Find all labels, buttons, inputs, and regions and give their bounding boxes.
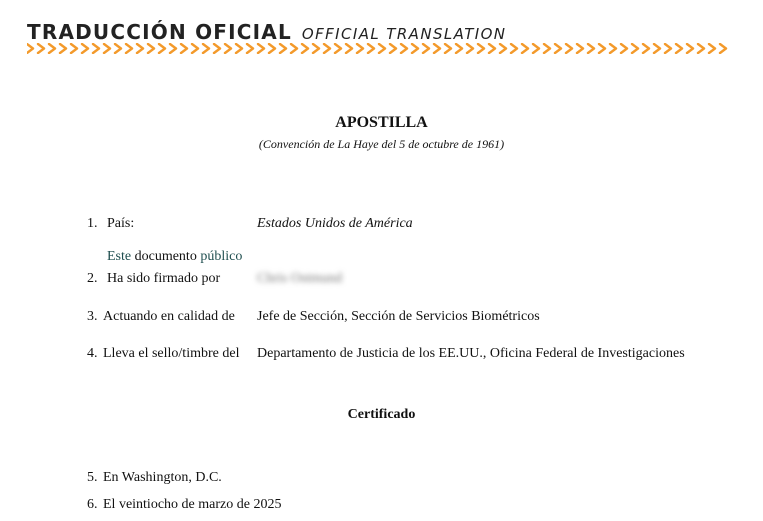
- item-number: 2.: [87, 271, 98, 286]
- item-number: 5.: [87, 470, 98, 485]
- chevron-mark: [533, 44, 539, 53]
- chevron-mark: [27, 44, 33, 53]
- chevron-mark: [698, 44, 704, 53]
- chevron-mark: [522, 44, 528, 53]
- chevron-mark: [500, 44, 506, 53]
- chevron-mark: [456, 44, 462, 53]
- chevron-mark: [709, 44, 715, 53]
- chevron-mark: [247, 44, 253, 53]
- chevron-mark: [71, 44, 77, 53]
- chevron-mark: [577, 44, 583, 53]
- chevron-mark: [137, 44, 143, 53]
- chevron-mark: [610, 44, 616, 53]
- redacted-signer-name: Chris Ostmund: [257, 271, 343, 286]
- chevron-mark: [544, 44, 550, 53]
- intro-word: público: [200, 249, 243, 264]
- chevron-mark: [720, 44, 726, 53]
- document-subtitle: (Convención de La Haye del 5 de octubre de 1961): [258, 137, 505, 151]
- chevron-mark: [269, 44, 275, 53]
- chevron-mark: [203, 44, 209, 53]
- chevron-mark: [687, 44, 693, 53]
- chevron-mark: [38, 44, 44, 53]
- chevron-mark: [346, 44, 352, 53]
- item-number: 3.: [87, 309, 98, 324]
- chevron-mark: [115, 44, 121, 53]
- header-spanish-title: TRADUCCIÓN OFICIAL: [27, 20, 292, 44]
- header-english-title: OFFICIAL TRANSLATION: [301, 25, 507, 43]
- chevron-mark: [412, 44, 418, 53]
- capacity-value: Jefe de Sección, Sección de Servicios Biométricos: [257, 309, 540, 324]
- chevron-mark: [478, 44, 484, 53]
- chevron-mark: [599, 44, 605, 53]
- chevron-mark: [104, 44, 110, 53]
- chevron-mark: [49, 44, 55, 53]
- item-label: Lleva el sello/timbre del: [103, 346, 240, 361]
- chevron-mark: [434, 44, 440, 53]
- chevron-mark: [621, 44, 627, 53]
- chevron-mark: [401, 44, 407, 53]
- chevron-mark: [82, 44, 88, 53]
- intro-word: Este: [107, 249, 132, 264]
- chevron-mark: [192, 44, 198, 53]
- chevron-mark: [148, 44, 154, 53]
- chevron-mark: [258, 44, 264, 53]
- chevron-mark: [445, 44, 451, 53]
- chevron-mark: [467, 44, 473, 53]
- chevron-mark: [313, 44, 319, 53]
- chevron-mark: [643, 44, 649, 53]
- chevron-mark: [379, 44, 385, 53]
- item-label: Actuando en calidad de: [103, 309, 235, 324]
- chevron-mark: [93, 44, 99, 53]
- public-document-intro: [107, 249, 242, 265]
- country-value: Estados Unidos de América: [257, 216, 413, 231]
- chevron-mark: [126, 44, 132, 53]
- document-title: APOSTILLA: [335, 114, 428, 131]
- place-text: En Washington, D.C.: [103, 470, 222, 485]
- chevron-mark: [676, 44, 682, 53]
- chevron-mark: [632, 44, 638, 53]
- seal-value: Departamento de Justicia de los EE.UU., Oficina Federal de Investigaciones: [257, 346, 685, 361]
- chevron-mark: [357, 44, 363, 53]
- chevron-mark: [225, 44, 231, 53]
- date-text: El veintiocho de marzo de 2025: [103, 497, 282, 512]
- item-label: Ha sido firmado por: [107, 271, 221, 286]
- chevron-mark: [390, 44, 396, 53]
- chevron-mark: [280, 44, 286, 53]
- chevron-divider-icon: [27, 43, 731, 54]
- chevron-mark: [489, 44, 495, 53]
- chevron-mark: [302, 44, 308, 53]
- chevron-mark: [214, 44, 220, 53]
- chevron-mark: [181, 44, 187, 53]
- chevron-mark: [291, 44, 297, 53]
- chevron-mark: [555, 44, 561, 53]
- chevron-mark: [566, 44, 572, 53]
- chevron-mark: [511, 44, 517, 53]
- chevron-mark: [159, 44, 165, 53]
- certified-heading: Certificado: [347, 407, 416, 422]
- chevron-mark: [60, 44, 66, 53]
- item-number: 6.: [87, 497, 98, 512]
- intro-word: documento: [134, 249, 197, 264]
- chevron-mark: [170, 44, 176, 53]
- chevron-mark: [654, 44, 660, 53]
- chevron-mark: [236, 44, 242, 53]
- chevron-mark: [368, 44, 374, 53]
- item-number: 4.: [87, 346, 98, 361]
- item-number: 1.: [87, 216, 98, 231]
- chevron-mark: [423, 44, 429, 53]
- chevron-mark: [665, 44, 671, 53]
- chevron-mark: [335, 44, 341, 53]
- chevron-mark: [588, 44, 594, 53]
- item-label: País:: [107, 216, 135, 231]
- chevron-mark: [324, 44, 330, 53]
